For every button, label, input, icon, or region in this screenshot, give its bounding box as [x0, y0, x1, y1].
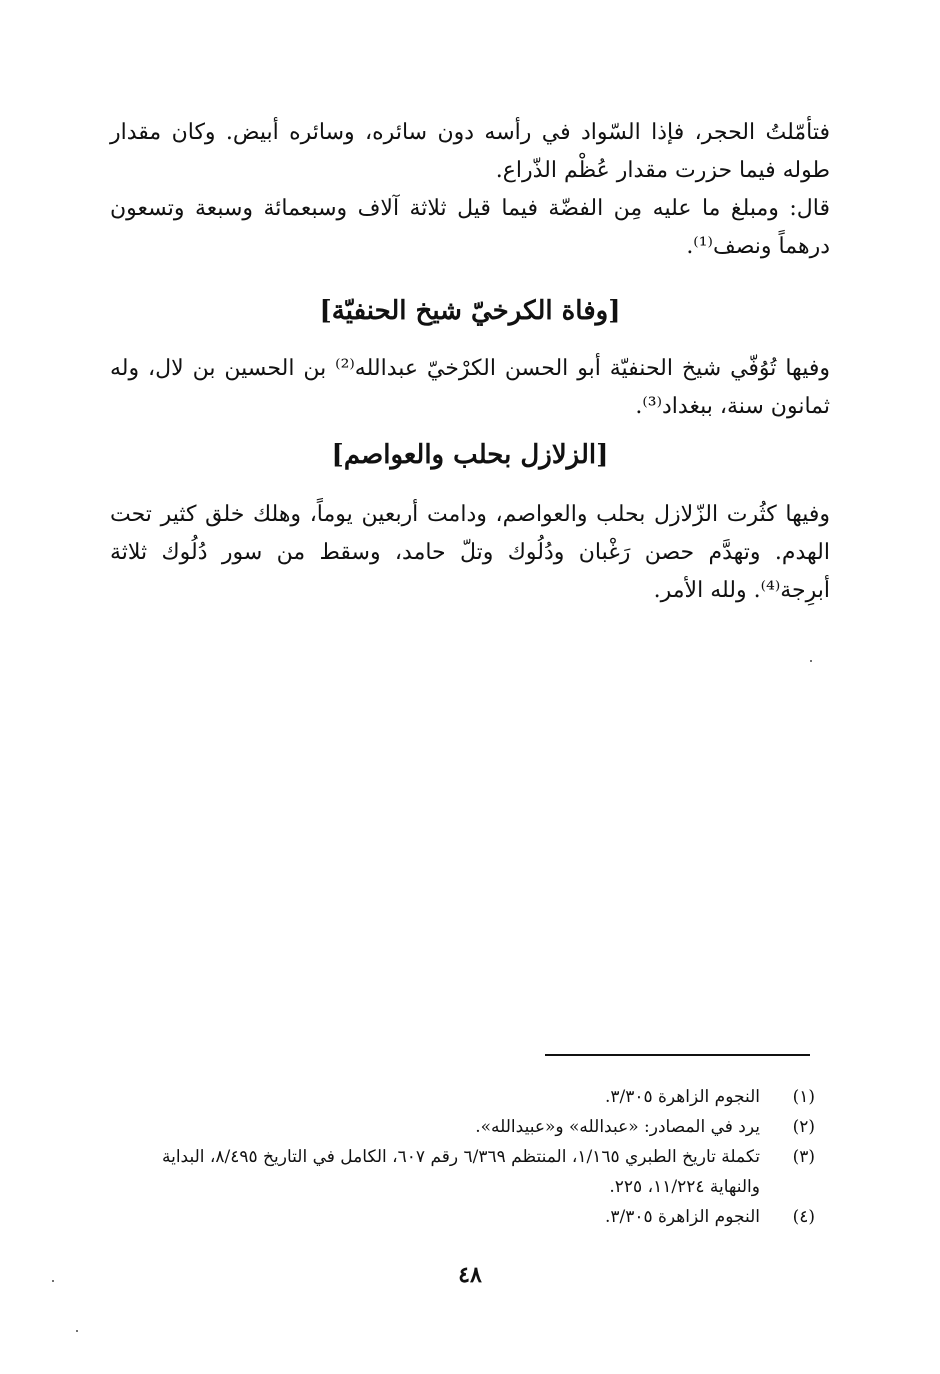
section-heading-earthquakes: [الزلازل بحلب والعواصم]: [331, 440, 609, 470]
footnote-1: [125, 1082, 815, 1112]
footnote-number: (١): [792, 1087, 815, 1107]
paragraph-silver-amount: قال: ومبلغ ما عليه مِن الفضّة فيما قيل ثلاثة آلاف وسبعمائة وسبعة وتسعون درهماً ونصف⁽¹⁾.: [110, 196, 830, 259]
paragraph-earthquakes: وفيها كثُرت الزّلازل بحلب والعواصم، ودامت أربعين يوماً، وهلك خلق كثير تحت الهدم. وتهدَّم حصن رَغْبان ودُلُوك وتلّ حامد، وسقط من سور دُلُوك ثلاثة أبرِجة⁽⁴⁾. ولله الأمر.: [110, 502, 830, 603]
paragraph-karkhi-death: وفيها تُوُفّي شيخ الحنفيّة أبو الحسن الكرْخيّ عبدالله⁽²⁾ بن الحسين بن لال، وله ثمانون سنة، ببغداد⁽³⁾.: [110, 356, 830, 419]
footnote-number: (٢): [792, 1117, 815, 1137]
page-number: ٤٨: [458, 1262, 482, 1288]
footnote-text: النجوم الزاهرة ٣/٣٠٥.: [604, 1207, 760, 1227]
footnote-3: [125, 1142, 815, 1202]
footnote-2: [125, 1112, 815, 1142]
footnote-text: النجوم الزاهرة ٣/٣٠٥.: [604, 1087, 760, 1107]
footnote-number: (٣): [792, 1147, 815, 1167]
footnote-divider: [545, 1054, 810, 1056]
scan-speck: [52, 1280, 54, 1282]
section-heading-karkhi-death: [وفاة الكرخيّ شيخ الحنفيّة]: [319, 296, 621, 326]
scan-speck: [810, 660, 812, 662]
footnote-text: تكملة تاريخ الطبري ١/١٦٥، المنتظم ٦/٣٦٩ رقم ٦٠٧، الكامل في التاريخ ٨/٤٩٥، البداية والنهاية ١١/٢٢٤، ٢٢٥.: [161, 1147, 760, 1197]
footnote-4: [125, 1202, 815, 1232]
scan-speck: [76, 1330, 78, 1332]
footnote-number: (٤): [792, 1207, 815, 1227]
footnote-text: يرد في المصادر: «عبدالله» و«عبيدالله».: [475, 1117, 760, 1137]
paragraph-stone-description: فتأمّلتُ الحجر، فإذا السّواد في رأسه دون سائره، وسائره أبيض. وكان مقدار طوله فيما حزرت مقدار عُظْم الذّراع.: [110, 120, 830, 183]
